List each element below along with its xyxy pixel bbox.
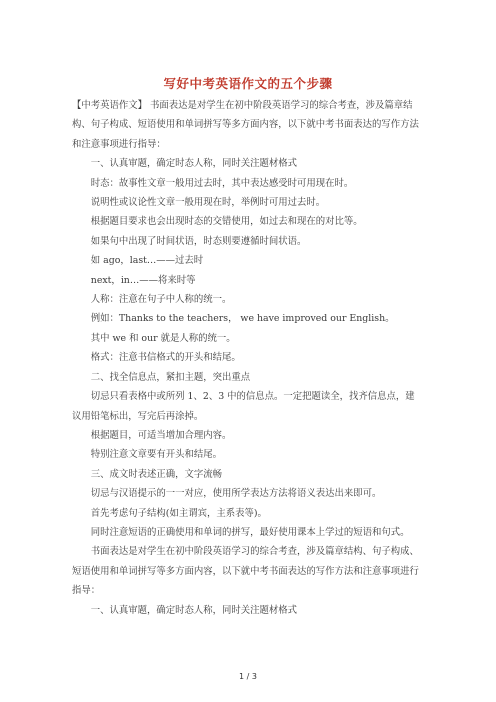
paragraph: 根据题目要求也会出现时态的交错使用，如过去和现在的对比等。 xyxy=(90,216,363,228)
paragraph: 时态：故事性文章一般用过去时，其中表达感受时可用现在时。 xyxy=(90,177,354,189)
paragraph: 切忌只看表格中或所列 1、2、3 中的信息点。一定把题读全，找齐信息点，建议用铅笔标出，写完后再涂掉。 xyxy=(72,391,415,422)
paragraph: 特别注意文章要有开头和结尾。 xyxy=(90,449,223,461)
document-body xyxy=(72,96,424,620)
section-heading-2: 二、找全信息点，紧扣主题，突出重点 xyxy=(90,371,251,383)
paragraph: 其中 we 和 our 就是人称的统一。 xyxy=(90,332,236,344)
paragraph: next，in…——将来时等 xyxy=(90,274,196,286)
page-indicator: 1 / 3 xyxy=(239,672,257,681)
section-heading-1-repeat: 一、认真审题，确定时态人称，同时关注题材格式 xyxy=(90,604,298,616)
paragraph: 同时注意短语的正确使用和单词的拼写，最好使用课本上学过的短语和句式。 xyxy=(90,526,410,538)
paragraph: 首先考虑句子结构(如主谓宾，主系表等)。 xyxy=(90,507,267,519)
paragraph: 如果句中出现了时间状语，时态则要遵循时间状语。 xyxy=(90,235,307,247)
paragraph: 根据题目，可适当增加合理内容。 xyxy=(90,429,232,441)
paragraph-intro: 【中考英语作文】 书面表达是对学生在初中阶段英语学习的综合考查，涉及篇章结构、句子构成、短语使用和单词拼写等多方面内容，以下就中考书面表达的写作方法和注意事项进行指导： xyxy=(72,100,419,150)
section-heading-3: 三、成文时表述正确，文字流畅 xyxy=(90,468,223,480)
paragraph: 书面表达是对学生在初中阶段英语学习的综合考查，涉及篇章结构、句子构成、短语使用和单词拼写等多方面内容，以下就中考书面表达的写作方法和注意事项进行指导： xyxy=(72,546,419,597)
document-title: 写好中考英语作文的五个步骤 xyxy=(163,76,333,91)
paragraph: 切忌与汉语提示的一一对应，使用所学表达方法将语义表达出来即可。 xyxy=(90,488,382,500)
paragraph: 格式：注意书信格式的开头和结尾。 xyxy=(90,352,241,364)
paragraph: 说明性或议论性文章一般用现在时，举例时可用过去时。 xyxy=(90,197,326,209)
paragraph: 人称：注意在句子中人称的统一。 xyxy=(90,294,232,306)
example-sentence: 例如：Thanks to the teachers， we have improved our English。 xyxy=(90,313,395,325)
paragraph: 如 ago，last…——过去时 xyxy=(90,255,204,267)
section-heading-1: 一、认真审题，确定时态人称，同时关注题材格式 xyxy=(90,158,298,170)
